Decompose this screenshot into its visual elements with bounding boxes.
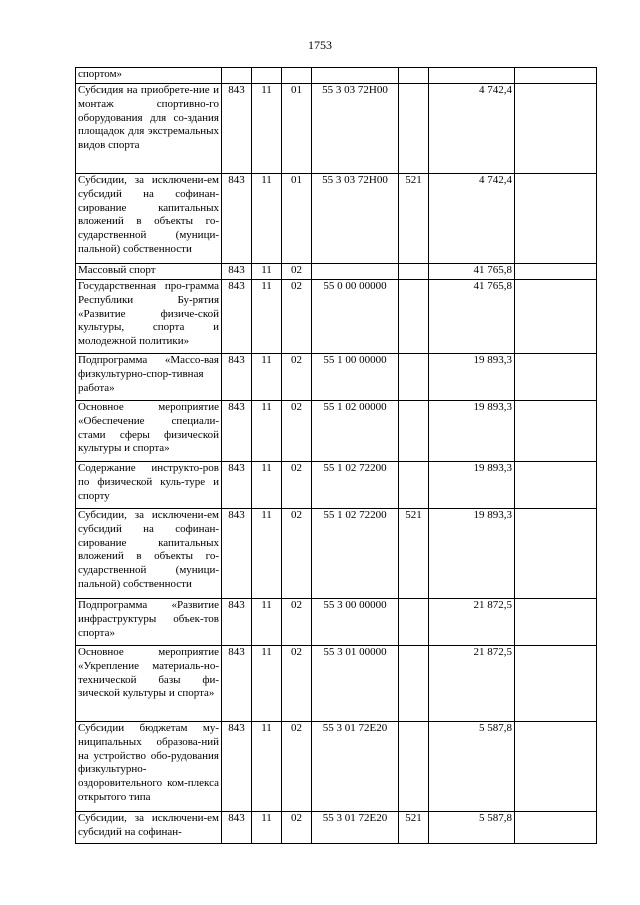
row-extra-cell bbox=[515, 354, 597, 401]
row-name-cell: Субсидии, за исключени-ем субсидий на софинан- bbox=[76, 812, 222, 844]
row-rz-cell: 11 bbox=[252, 174, 282, 264]
table-row bbox=[76, 68, 597, 84]
row-vr-cell bbox=[399, 722, 429, 812]
table-row bbox=[76, 354, 597, 401]
row-ved-cell: 843 bbox=[222, 174, 252, 264]
row-pr-cell: 02 bbox=[282, 462, 312, 509]
row-ved-cell: 843 bbox=[222, 354, 252, 401]
row-sum-cell: 19 893,3 bbox=[429, 401, 515, 462]
row-pr-cell: 02 bbox=[282, 509, 312, 599]
row-extra-cell bbox=[515, 462, 597, 509]
row-extra-cell bbox=[515, 599, 597, 646]
row-extra-cell bbox=[515, 401, 597, 462]
row-ved-cell: 843 bbox=[222, 599, 252, 646]
row-ved-cell: 843 bbox=[222, 509, 252, 599]
budget-table bbox=[75, 67, 597, 844]
row-extra-cell bbox=[515, 646, 597, 722]
row-extra-cell bbox=[515, 722, 597, 812]
row-pr-cell: 01 bbox=[282, 174, 312, 264]
row-rz-cell: 11 bbox=[252, 354, 282, 401]
row-pr-cell: 02 bbox=[282, 264, 312, 280]
table-row bbox=[76, 280, 597, 354]
page-number: 1753 bbox=[308, 38, 332, 52]
row-csr-cell: 55 3 01 72Е20 bbox=[312, 812, 399, 844]
budget-table-body bbox=[76, 68, 597, 844]
row-ved-cell bbox=[222, 68, 252, 84]
row-rz-cell: 11 bbox=[252, 812, 282, 844]
row-csr-cell: 55 1 02 72200 bbox=[312, 462, 399, 509]
row-csr-cell: 55 3 03 72Н00 bbox=[312, 84, 399, 174]
row-vr-cell bbox=[399, 280, 429, 354]
row-extra-cell bbox=[515, 264, 597, 280]
row-csr-cell bbox=[312, 68, 399, 84]
row-csr-cell: 55 3 01 00000 bbox=[312, 646, 399, 722]
row-ved-cell: 843 bbox=[222, 264, 252, 280]
row-rz-cell: 11 bbox=[252, 401, 282, 462]
table-row bbox=[76, 264, 597, 280]
row-vr-cell bbox=[399, 401, 429, 462]
row-csr-cell: 55 1 00 00000 bbox=[312, 354, 399, 401]
row-ved-cell: 843 bbox=[222, 646, 252, 722]
row-rz-cell: 11 bbox=[252, 722, 282, 812]
row-vr-cell bbox=[399, 599, 429, 646]
row-rz-cell: 11 bbox=[252, 462, 282, 509]
row-ved-cell: 843 bbox=[222, 280, 252, 354]
row-vr-cell bbox=[399, 354, 429, 401]
row-csr-cell bbox=[312, 264, 399, 280]
row-extra-cell bbox=[515, 280, 597, 354]
row-sum-cell: 21 872,5 bbox=[429, 599, 515, 646]
row-sum-cell: 41 765,8 bbox=[429, 280, 515, 354]
row-pr-cell: 02 bbox=[282, 646, 312, 722]
row-ved-cell: 843 bbox=[222, 401, 252, 462]
table-row bbox=[76, 509, 597, 599]
row-name-cell: Подпрограмма «Массо-вая физкультурно-спор-тивная работа» bbox=[76, 354, 222, 401]
row-extra-cell bbox=[515, 68, 597, 84]
row-extra-cell bbox=[515, 174, 597, 264]
row-vr-cell bbox=[399, 646, 429, 722]
row-rz-cell: 11 bbox=[252, 509, 282, 599]
row-sum-cell bbox=[429, 68, 515, 84]
row-rz-cell bbox=[252, 68, 282, 84]
row-pr-cell bbox=[282, 68, 312, 84]
row-sum-cell: 19 893,3 bbox=[429, 509, 515, 599]
row-name-cell: Содержание инструкто-ров по физической куль-туре и спорту bbox=[76, 462, 222, 509]
row-pr-cell: 02 bbox=[282, 812, 312, 844]
row-rz-cell: 11 bbox=[252, 264, 282, 280]
row-vr-cell bbox=[399, 462, 429, 509]
row-extra-cell bbox=[515, 84, 597, 174]
row-name-cell: Субсидии, за исключени-ем субсидий на софинан-сирование капитальных вложений в объекты го-сударственной (муници-пальной) собственности bbox=[76, 509, 222, 599]
table-row bbox=[76, 722, 597, 812]
row-pr-cell: 02 bbox=[282, 354, 312, 401]
row-extra-cell bbox=[515, 509, 597, 599]
table-row bbox=[76, 84, 597, 174]
row-name-cell: Массовый спорт bbox=[76, 264, 222, 280]
row-name-cell: Субсидия на приобрете-ние и монтаж спортивно-го оборудования для со-здания площадок для экстремальных видов спорта bbox=[76, 84, 222, 174]
table-row bbox=[76, 812, 597, 844]
row-ved-cell: 843 bbox=[222, 84, 252, 174]
row-ved-cell: 843 bbox=[222, 812, 252, 844]
row-extra-cell bbox=[515, 812, 597, 844]
row-sum-cell: 5 587,8 bbox=[429, 812, 515, 844]
row-sum-cell: 21 872,5 bbox=[429, 646, 515, 722]
row-vr-cell bbox=[399, 264, 429, 280]
row-pr-cell: 02 bbox=[282, 401, 312, 462]
row-sum-cell: 19 893,3 bbox=[429, 462, 515, 509]
row-rz-cell: 11 bbox=[252, 599, 282, 646]
row-rz-cell: 11 bbox=[252, 84, 282, 174]
row-vr-cell: 521 bbox=[399, 174, 429, 264]
table-row bbox=[76, 599, 597, 646]
table-row bbox=[76, 401, 597, 462]
row-name-cell: Субсидии бюджетам му-ниципальных образова-ний на устройство обо-рудования физкультурно-оздоровительного ком-плекса открытого типа bbox=[76, 722, 222, 812]
row-vr-cell bbox=[399, 84, 429, 174]
row-name-cell: Основное мероприятие «Укрепление материаль-но-технической базы фи-зической культуры и спорта» bbox=[76, 646, 222, 722]
row-sum-cell: 5 587,8 bbox=[429, 722, 515, 812]
row-csr-cell: 55 0 00 00000 bbox=[312, 280, 399, 354]
row-vr-cell bbox=[399, 68, 429, 84]
row-name-cell: Субсидии, за исключени-ем субсидий на софинан-сирование капитальных вложений в объекты го-сударственной (муници-пальной) собственности bbox=[76, 174, 222, 264]
row-sum-cell: 4 742,4 bbox=[429, 174, 515, 264]
row-pr-cell: 02 bbox=[282, 599, 312, 646]
row-sum-cell: 41 765,8 bbox=[429, 264, 515, 280]
row-pr-cell: 01 bbox=[282, 84, 312, 174]
row-pr-cell: 02 bbox=[282, 722, 312, 812]
row-sum-cell: 4 742,4 bbox=[429, 84, 515, 174]
row-ved-cell: 843 bbox=[222, 722, 252, 812]
row-vr-cell: 521 bbox=[399, 509, 429, 599]
row-pr-cell: 02 bbox=[282, 280, 312, 354]
row-csr-cell: 55 3 03 72Н00 bbox=[312, 174, 399, 264]
table-row bbox=[76, 646, 597, 722]
row-name-cell: спортом» bbox=[76, 68, 222, 84]
row-name-cell: Подпрограмма «Развитие инфраструктуры объек-тов спорта» bbox=[76, 599, 222, 646]
table-row bbox=[76, 462, 597, 509]
table-row bbox=[76, 174, 597, 264]
row-csr-cell: 55 1 02 00000 bbox=[312, 401, 399, 462]
row-ved-cell: 843 bbox=[222, 462, 252, 509]
row-rz-cell: 11 bbox=[252, 646, 282, 722]
row-name-cell: Государственная про-грамма Республики Бу-рятия «Развитие физиче-ской культуры, спорта и молодежной политики» bbox=[76, 280, 222, 354]
row-csr-cell: 55 1 02 72200 bbox=[312, 509, 399, 599]
row-rz-cell: 11 bbox=[252, 280, 282, 354]
row-name-cell: Основное мероприятие «Обеспечение специали-стами сферы физической культуры и спорта» bbox=[76, 401, 222, 462]
row-sum-cell: 19 893,3 bbox=[429, 354, 515, 401]
row-vr-cell: 521 bbox=[399, 812, 429, 844]
row-csr-cell: 55 3 01 72Е20 bbox=[312, 722, 399, 812]
row-csr-cell: 55 3 00 00000 bbox=[312, 599, 399, 646]
